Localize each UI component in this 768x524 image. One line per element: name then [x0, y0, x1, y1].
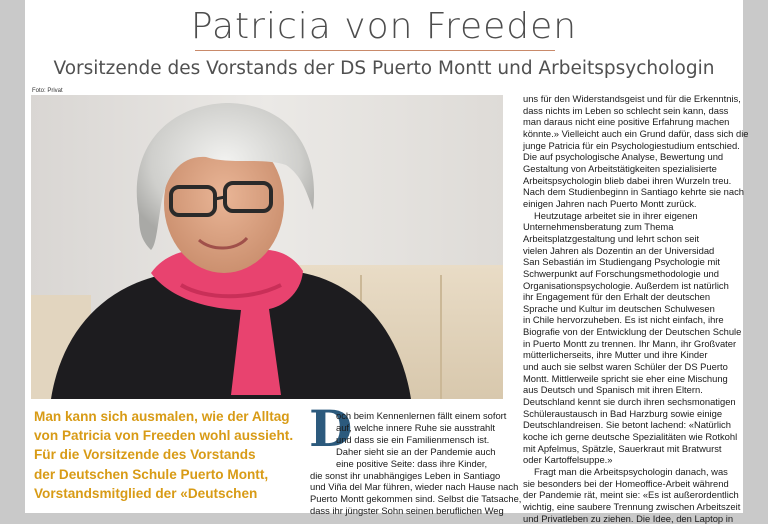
text-line: Puerto Montt gekommen sind. Selbst die Tatsache, — [310, 493, 522, 505]
portrait-illustration — [31, 95, 503, 399]
text-line: Deutschland kennt sie durch ihren sechsmonatigen — [523, 396, 736, 408]
text-line: Gestaltung von Arbeitstätigkeiten spezialisierte — [523, 162, 717, 174]
text-line: Deutschlandreisen. Sie betont lachend: «Natürlich — [523, 419, 731, 431]
text-line: och beim Kennenlernen fällt einem sofort — [336, 410, 507, 421]
text-line: Organisationspsychologie. Außerdem ist natürlich — [523, 279, 729, 291]
text-line: und Privatleben zu ziehen. Die Idee, den Laptop in — [523, 512, 734, 524]
text-line: junge Patricia für ein Psychologiestudium entschied. — [523, 139, 740, 151]
lead-line: von Patricia von Freeden wohl aussieht. — [34, 428, 294, 444]
text-line: auf, welche innere Ruhe sie ausstrahlt — [336, 421, 495, 433]
text-line: einigen Jahren nach Puerto Montt zurück. — [523, 197, 697, 209]
lead-line: der Deutschen Schule Puerto Montt, — [34, 466, 269, 482]
text-line: dass nichts im Leben so schlecht sein kann, dass — [523, 104, 729, 116]
text-line: ihr Engagement für den Erhalt der deutschen — [523, 291, 711, 303]
text-line: vielen Jahren als Dozentin an der Universidad — [523, 244, 715, 256]
text-line: sie besonders bei der Homeoffice-Arbeit während — [523, 477, 729, 489]
page-title: Patricia von Freeden — [190, 6, 578, 47]
text-line: koche ich gerne deutsche Spezialitäten wie Rotkohl — [523, 431, 738, 443]
text-line: Daher sieht sie an der Pandemie auch — [336, 445, 496, 457]
text-line: oder Kartoffelsuppe.» — [523, 454, 613, 466]
magazine-page — [25, 0, 749, 524]
text-line: und auch sie selbst waren Schüler der DS Puerto — [523, 361, 728, 373]
text-line: Nach dem Studienbeginn in Santiago kehrte sie nach — [523, 186, 744, 198]
page-subtitle: Vorsitzende des Vorstands der DS Puerto Montt und Arbeitspsychologin — [53, 58, 715, 79]
text-line: in Chile hervorzuheben. Es ist nicht einfach, ihre — [523, 314, 724, 326]
text-line: wichtig, eine saubere Trennung zwischen Arbeitszeit — [523, 500, 741, 512]
text-line: könnte.» Vielleicht auch ein Grund dafür, dass sich die — [523, 127, 749, 139]
text-line: in Puerto Montt zu trennen. Ihr Mann, ihr Großvater — [523, 337, 737, 349]
text-line: und dass sie ein Familienmensch ist. — [336, 433, 490, 445]
lead-line: Vorstandsmitglied der «Deutschen — [34, 485, 258, 501]
lead-line: Man kann sich ausmalen, wie der Alltag — [34, 409, 290, 424]
text-line: Schüleraustausch in Bad Harzburg sowie einige — [523, 407, 723, 419]
text-line: mütterlicherseits, ihre Mutter und ihre Kinder — [523, 349, 708, 361]
text-line: dass ihr jüngster Sohn seinen beruflichen Weg — [310, 505, 504, 517]
text-line: Die auf psychologische Analyse, Bewertung und — [523, 151, 724, 163]
text-line: Arbeitspsychologin blieb dabei ihren Wurzeln treu. — [523, 174, 732, 186]
text-line: Heutzutage arbeitet sie in ihrer eigenen — [534, 209, 698, 221]
article-column-right — [523, 93, 749, 524]
text-line: Unternehmensberatung zum Thema — [523, 221, 674, 233]
text-line: aus Deutsch und Spanisch mit ihren Eltern. — [523, 384, 703, 396]
lead-paragraph — [34, 407, 294, 503]
drop-cap: D — [309, 399, 353, 458]
photo-credit: Foto: Privat — [32, 88, 63, 94]
portrait-photo — [31, 95, 503, 399]
text-line: man daraus nicht eine positive Erfahrung machen — [523, 116, 730, 128]
text-line: eine positive Seite: dass ihre Kinder, — [336, 457, 488, 469]
text-line: uns für den Widerstandsgeist und für die Erkenntnis, — [523, 93, 741, 104]
text-line: die sonst ihr unabhängiges Leben in Santiago — [310, 469, 501, 481]
text-line: Fragt man die Arbeitspsychologin danach, was — [534, 466, 728, 477]
text-line: und Viña del Mar führen, wieder nach Hause nach — [310, 481, 519, 493]
text-line: Schwerpunkt auf Forschungsmethodologie und — [523, 267, 719, 279]
article-column-middle — [310, 410, 522, 517]
text-line: Arbeitsplatzgestaltung und lehrt schon seit — [523, 232, 700, 244]
text-line: mit Apfelmus, Spätzle, Sauerkraut mit Bratwurst — [523, 442, 722, 454]
text-line: Biografie von der Entwicklung der Deutschen Schule — [523, 326, 742, 338]
lead-line: Für die Vorsitzende des Vorstands — [34, 447, 256, 463]
title-underline — [195, 50, 555, 51]
text-line: San Sebastián im Studiengang Psychologie mit — [523, 256, 720, 268]
text-line: der Pandemie rät, meint sie: «Es ist außerordentlich — [523, 489, 739, 501]
text-line: Sprache und Kultur im deutschen Schulwesen — [523, 302, 715, 314]
text-line: Montt. Mittlerweile spricht sie eher eine Mischung — [523, 372, 728, 384]
